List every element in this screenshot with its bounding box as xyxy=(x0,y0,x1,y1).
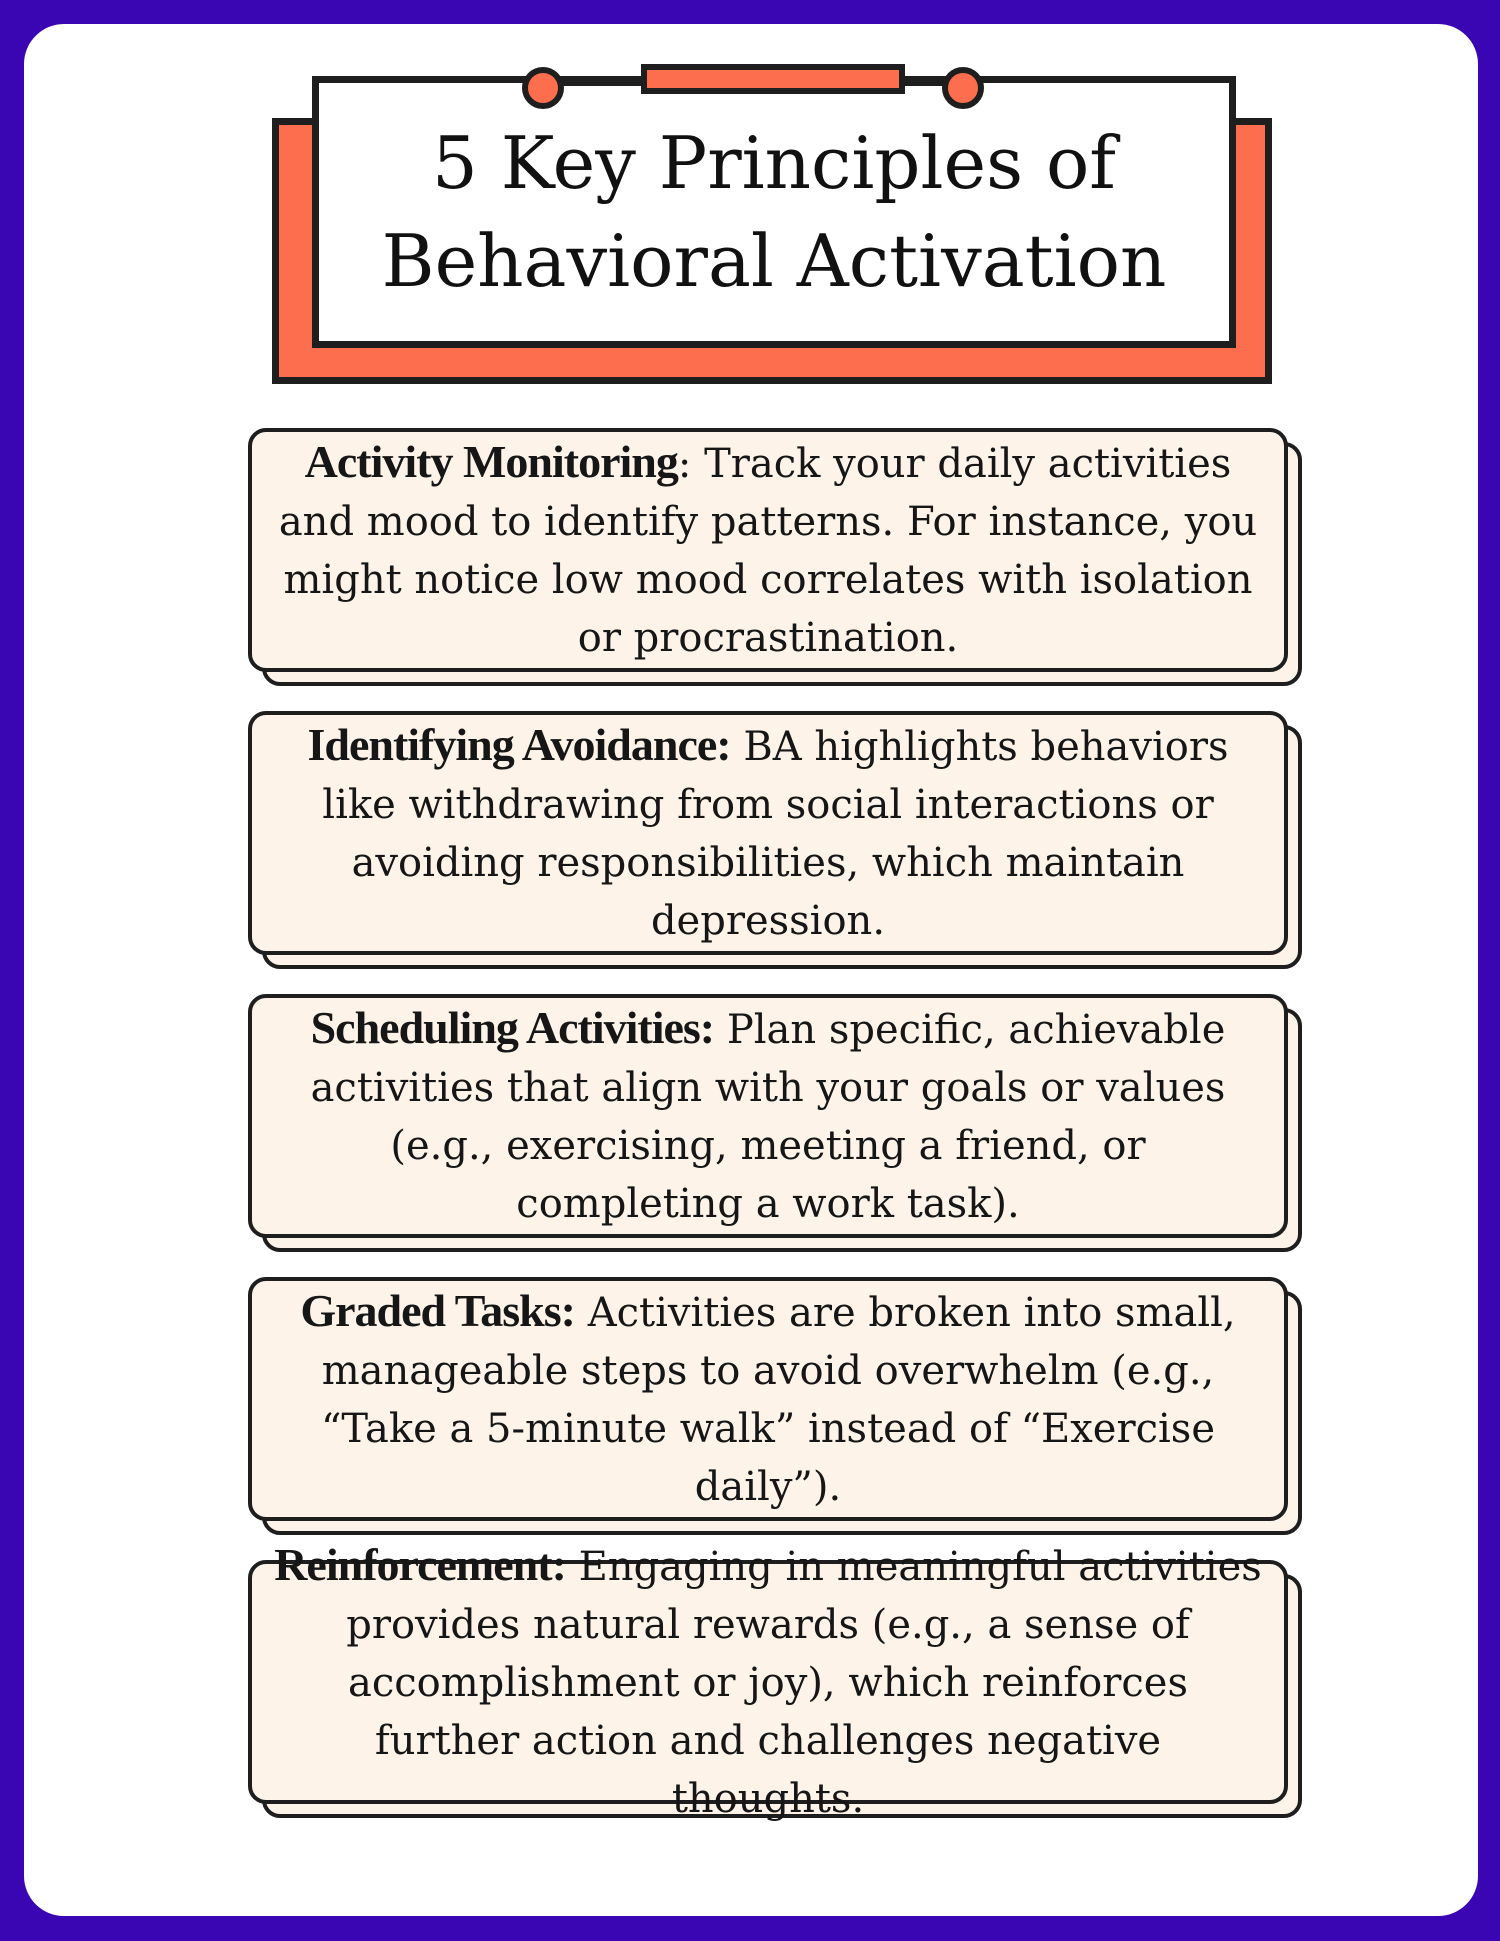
principle-term: Identifying Avoidance: xyxy=(307,719,731,770)
principle-text xyxy=(274,999,1262,1233)
principle-separator xyxy=(575,1290,588,1336)
principle-term: Scheduling Activities: xyxy=(310,1002,715,1053)
banner-hanger-bar xyxy=(641,64,905,94)
principle-description: BA highlights behaviors like withdrawing from social interactions or avoiding responsibilities, which maintain depression. xyxy=(322,724,1229,944)
infographic-page xyxy=(24,24,1478,1916)
title-banner xyxy=(312,76,1236,348)
principle-separator xyxy=(566,1544,579,1590)
principle-description: Track your daily activities and mood to identify patterns. For instance, you might notice low mood correlates with isolation or procrastination. xyxy=(278,441,1258,661)
principle-card-identifying-avoidance xyxy=(248,711,1288,955)
principle-separator: : xyxy=(677,441,705,487)
principle-card-graded-tasks xyxy=(248,1277,1288,1521)
principle-term: Activity Monitoring xyxy=(304,436,678,487)
principle-card-scheduling-activities xyxy=(248,994,1288,1238)
principle-description: Engaging in meaningful activities provides natural rewards (e.g., a sense of accomplishment or joy), which reinforces further action and challenges negative thoughts. xyxy=(346,1544,1262,1822)
title-line-2: Behavioral Activation xyxy=(381,219,1167,303)
banner-hanger-dot-left xyxy=(522,67,564,109)
principle-card-activity-monitoring xyxy=(248,428,1288,672)
banner-hanger-dot-right xyxy=(942,67,984,109)
principle-description: Plan specific, achievable activities that align with your goals or values (e.g., exercising, meeting a friend, or completing a work task). xyxy=(310,1007,1226,1227)
principle-text xyxy=(274,1536,1262,1828)
principle-term: Reinforcement: xyxy=(274,1539,566,1590)
principle-text xyxy=(274,433,1262,667)
principle-description: Activities are broken into small, manageable steps to avoid overwhelm (e.g., “Take a 5-minute walk” instead of “Exercise daily”). xyxy=(320,1290,1236,1510)
principle-term: Graded Tasks: xyxy=(300,1285,575,1336)
principle-separator xyxy=(731,724,744,770)
principle-card-reinforcement xyxy=(248,1539,1288,1822)
title-line-1: 5 Key Principles of xyxy=(432,121,1116,205)
principle-separator xyxy=(714,1007,727,1053)
page-title xyxy=(382,114,1167,310)
principle-text xyxy=(274,716,1262,950)
principle-text xyxy=(274,1282,1262,1516)
